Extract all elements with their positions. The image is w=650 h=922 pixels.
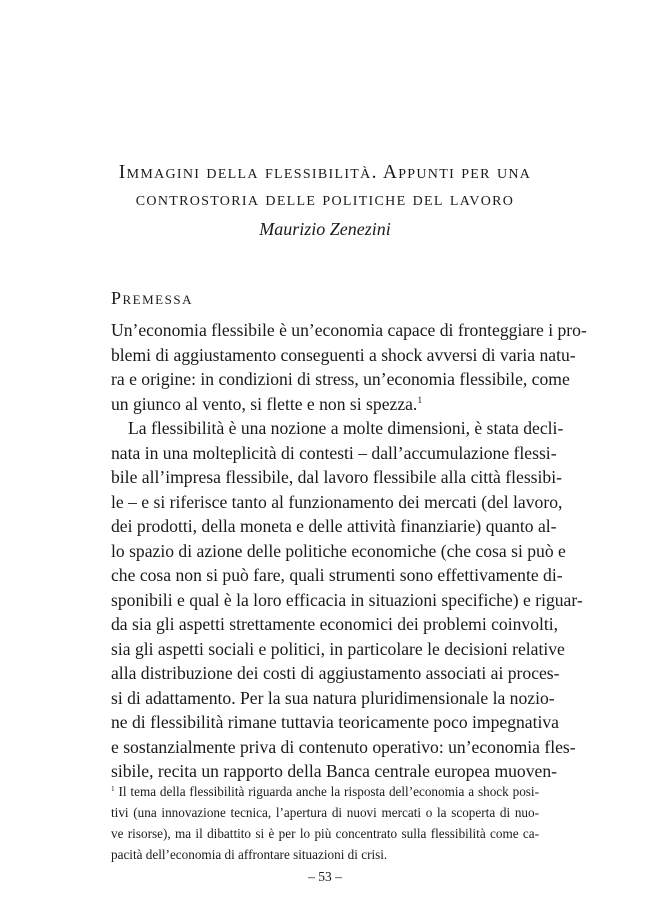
- paragraph-1-last-line: [111, 392, 539, 417]
- footnote-line: [111, 781, 539, 802]
- paragraph-2-line: che cosa non si può fare, quali strumenti sono effettivamente di-: [111, 565, 563, 585]
- chapter-title-line-2: controstoria delle politiche del lavoro: [135, 189, 515, 210]
- paragraph-2-line: sibile, recita un rapporto della Banca centrale europea muoven-: [111, 761, 557, 781]
- paragraph-2-line: ne di flessibilità rimane tuttavia teoricamente poco impegnativa: [111, 712, 559, 732]
- paragraph-2-line: da sia gli aspetti strettamente economici dei problemi coinvolti,: [111, 614, 559, 634]
- paragraph-2-line: La flessibilità è una nozione a molte dimensioni, è stata decli-: [128, 418, 564, 438]
- section-heading: Premessa: [111, 288, 193, 308]
- paragraph-2-line: le – e si riferisce tanto al funzionamento dei mercati (del lavoro,: [111, 491, 563, 512]
- footnote-reference[interactable]: 1: [417, 394, 423, 406]
- footnote-line: ve risorse), ma il dibattito si è per lo più concentrato sulla flessibilità come ca-: [111, 826, 539, 841]
- footnote-line: tivi (una innovazione tecnica, l’apertura di nuovi mercati o la scoperta di nuo-: [111, 805, 539, 820]
- paragraph-2-line: sia gli aspetti sociali e politici, in particolare le decisioni relative: [111, 638, 565, 659]
- paragraph-2-line: alla distribuzione dei costi di aggiustamento associati ai proces-: [111, 663, 560, 683]
- footnote-text: Il tema della flessibilità riguarda anche la risposta dell’economia a shock posi-: [114, 784, 539, 799]
- chapter-title-line-1: Immagini della flessibilità. Appunti per una: [118, 162, 532, 183]
- author-name: Maurizio Zenezini: [259, 219, 391, 239]
- paragraph-2-line: sponibili e qual è la loro efficacia in situazioni specifiche) e riguar-: [111, 589, 583, 610]
- footnote-marker: 1: [111, 784, 115, 793]
- paragraph-2-line: e sostanzialmente priva di contenuto operativo: un’economia fles-: [111, 736, 576, 757]
- paragraph-2-line: dei prodotti, della moneta e delle attività finanziarie) quanto al-: [111, 516, 557, 536]
- paragraph-1-line: ra e origine: in condizioni di stress, un’economia flessibile, come: [111, 369, 570, 389]
- footnote-line: pacità dell’economia di affrontare situazioni di crisi.: [111, 847, 388, 862]
- paragraph-2-line: si di adattamento. Per la sua natura pluridimensionale la nozio-: [111, 687, 555, 708]
- paragraph-1-line: Un’economia flessibile è un’economia capace di fronteggiare i pro-: [111, 320, 587, 340]
- paragraph-2-line: lo spazio di azione delle politiche economiche (che cosa si può e: [111, 540, 566, 561]
- paragraph-1-text: un giunco al vento, si flette e non si spezza.: [111, 393, 418, 414]
- page-number: – 53 –: [308, 869, 342, 884]
- paragraph-2-line: bile all’impresa flessibile, dal lavoro flessibile alla città flessibi-: [111, 467, 562, 487]
- paragraph-1-line: blemi di aggiustamento conseguenti a shock avversi di varia natu-: [111, 344, 576, 365]
- paragraph-2-line: nata in una molteplicità di contesti – dall’accumulazione flessi-: [111, 442, 557, 463]
